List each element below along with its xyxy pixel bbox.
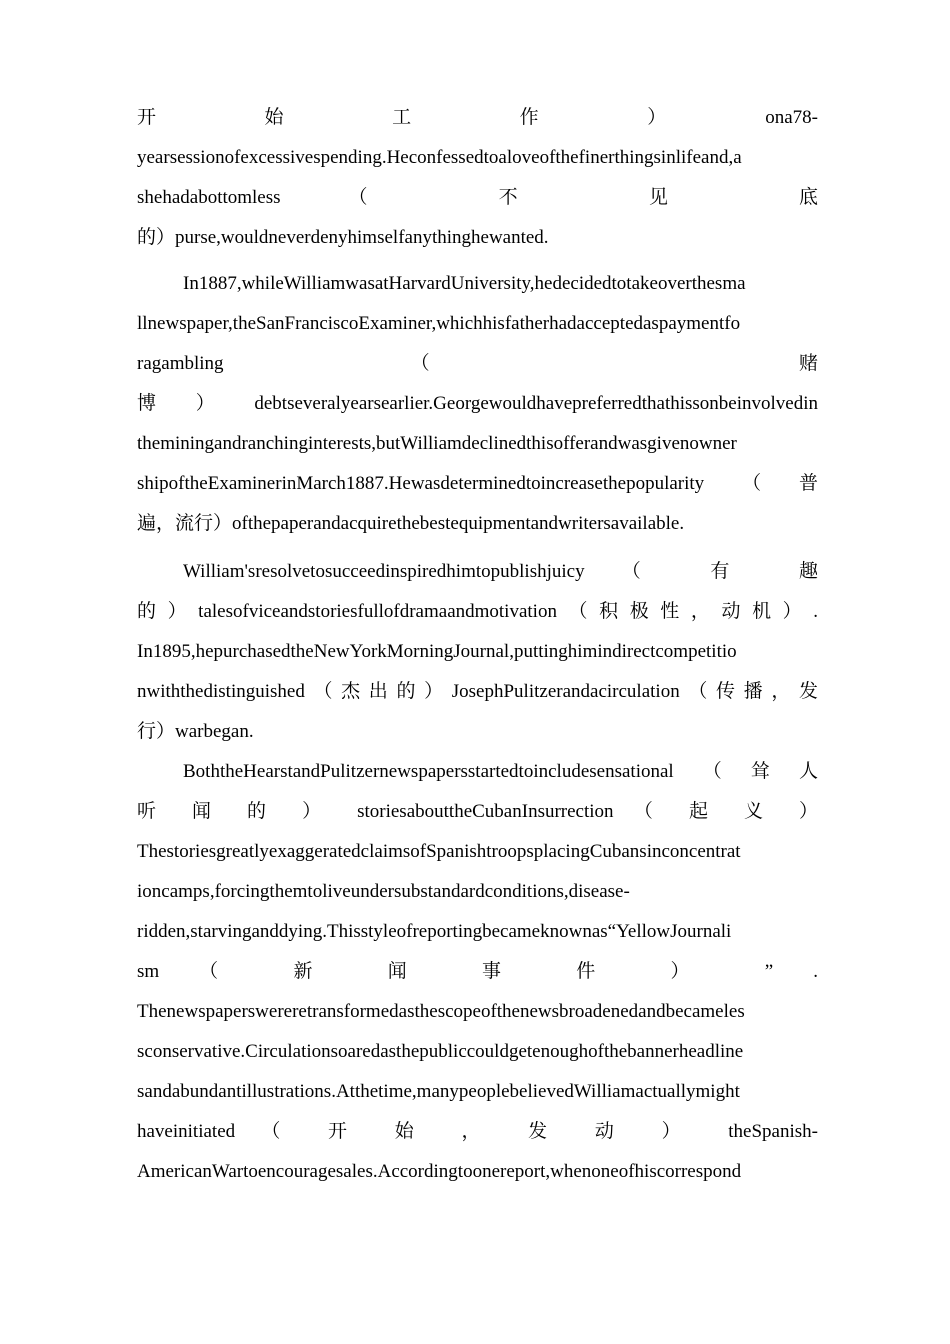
text-line: 听 闻 的 ） storiesabouttheCubanInsurrection （ 起 义 ） <box>137 801 818 822</box>
text-line: nwiththedistinguished（杰出的）JosephPulitzerandacirculation（传播，发 <box>137 681 818 702</box>
paragraph-3 <box>137 552 818 752</box>
text-line: 的）talesofviceandstoriesfullofdramaandmotivation（积极性，动机）. <box>137 601 818 622</box>
text-line: 开 始 工 作 ） ona78- <box>137 107 818 128</box>
text-line: sconservative.Circulationsoaredasthepubliccouldgetenoughofthebannerheadline <box>137 1041 744 1062</box>
text-line: 博）debtseveralyearsearlier.Georgewouldhavepreferredthathissonbeinvolvedin <box>137 393 818 414</box>
text-line: sm （ 新 闻 事 件 ） ” . <box>137 961 818 982</box>
paragraph-2 <box>137 264 818 544</box>
text-line: BoththeHearstandPulitzernewspapersstartedtoincludesensational（耸人 <box>183 761 818 782</box>
text-line: William'sresolvetosucceedinspiredhimtopublishjuicy （ 有 趣 <box>183 561 818 582</box>
text-line: haveinitiated （ 开 始 ， 发 动 ） theSpanish- <box>137 1121 818 1142</box>
text-line: ioncamps,forcingthemtoliveundersubstandardconditions,disease- <box>137 881 630 902</box>
text-line: yearsessionofexcessivespending.Heconfessedtoaloveofthefinerthingsinlifeand,a <box>137 147 742 168</box>
text-line: ThestoriesgreatlyexaggeratedclaimsofSpanishtroopsplacingCubansinconcentrat <box>137 841 741 862</box>
text-line: In1895,hepurchasedtheNewYorkMorningJournal,puttinghimindirectcompetitio <box>137 641 737 662</box>
text-line: sandabundantillustrations.Atthetime,manypeoplebelievedWilliamactuallymight <box>137 1081 740 1102</box>
text-line: theminingandranchinginterests,butWilliamdeclinedthisofferandwasgivenowner <box>137 433 737 454</box>
text-line: 行）warbegan. <box>137 721 254 742</box>
text-line: AmericanWartoencouragesales.Accordingtoonereport,whenoneofhiscorrespond <box>137 1161 742 1182</box>
paragraph-gap <box>137 544 818 552</box>
text-line: Thenewspaperswereretransformedasthescopeofthenewsbroadenedandbecameles <box>137 1001 745 1022</box>
document-page <box>137 98 818 1192</box>
text-line: shipoftheExaminerinMarch1887.Hewasdeterminedtoincreasethepopularity（普 <box>137 473 818 494</box>
text-line: ragambling （ 赌 <box>137 353 818 374</box>
text-line: 的）purse,wouldneverdenyhimselfanythinghewanted. <box>137 227 549 248</box>
text-line: llnewspaper,theSanFranciscoExaminer,whichhisfatherhadacceptedaspaymentfo <box>137 313 741 334</box>
text-line: 遍，流行）ofthepaperandacquirethebestequipmentandwritersavailable. <box>137 513 685 534</box>
text-line: In1887,whileWilliamwasatHarvardUniversity,hedecidedtotakeoverthesma <box>183 273 746 294</box>
paragraph-1 <box>137 98 818 258</box>
text-line: ridden,starvinganddying.Thisstyleofreportingbecameknownas“YellowJournali <box>137 921 732 942</box>
paragraph-4 <box>137 752 818 1192</box>
text-line: shehadabottomless （ 不 见 底 <box>137 187 818 208</box>
